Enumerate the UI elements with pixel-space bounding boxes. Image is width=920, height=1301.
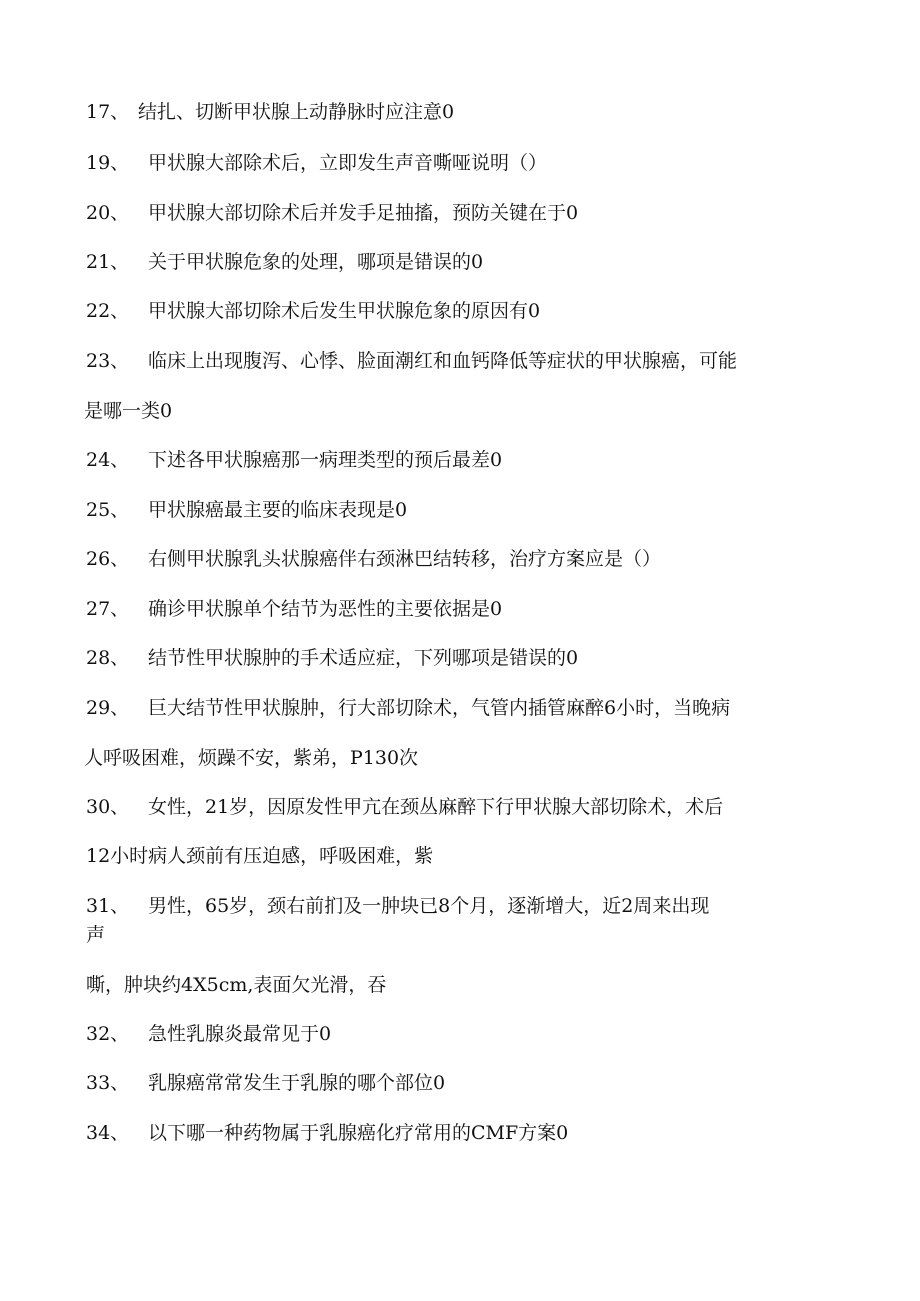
question-number: 26、 [86, 548, 130, 570]
question-text: 下述各甲状腺癌那一病理类型的预后最差0 [148, 449, 503, 471]
question-text: 巨大结节性甲状腺肿，行大部切除术，气管内插管麻醉6小时，当晚病 [148, 697, 731, 719]
question-number: 23、 [86, 350, 130, 372]
question-31-continuation: 声 [86, 924, 106, 946]
question-20 [86, 201, 850, 225]
question-number: 22、 [86, 300, 130, 322]
question-text: 右侧甲状腺乳头状腺癌伴右颈淋巴结转移，治疗方案应是（） [148, 548, 662, 570]
question-30-continuation: 12小时病人颈前有压迫感，呼吸困难，紫 [86, 845, 434, 867]
question-text: 男性，65岁，颈右前扪及一肿块已8个月，逐渐增大，近2周来出现 [148, 895, 710, 917]
question-text: 确诊甲状腺单个结节为恶性的主要依据是0 [148, 598, 503, 620]
question-text: 甲状腺大部切除术后发生甲状腺危象的原因有0 [148, 300, 541, 322]
question-25 [86, 498, 850, 522]
question-31 [86, 894, 850, 918]
question-text: 甲状腺大部切除术后并发手足抽搐，预防关键在于0 [148, 202, 579, 224]
question-21 [86, 250, 850, 274]
question-text: 关于甲状腺危象的处理，哪项是错误的0 [148, 251, 484, 273]
question-28 [86, 646, 850, 670]
question-text: 急性乳腺炎最常见于0 [148, 1023, 332, 1045]
question-text: 乳腺癌常常发生于乳腺的哪个部位0 [148, 1072, 446, 1094]
question-19 [86, 151, 850, 175]
question-22 [86, 299, 850, 323]
question-29 [86, 696, 850, 720]
question-number: 19、 [86, 152, 130, 174]
question-number: 33、 [86, 1072, 130, 1094]
question-23 [86, 349, 850, 373]
question-30 [86, 795, 850, 819]
question-number: 32、 [86, 1023, 130, 1045]
question-number: 24、 [86, 449, 130, 471]
question-number: 27、 [86, 598, 130, 620]
question-text: 结节性甲状腺肿的手术适应症，下列哪项是错误的0 [148, 647, 579, 669]
question-text: 女性，21岁，因原发性甲亢在颈丛麻醉下行甲状腺大部切除术，术后 [148, 796, 724, 818]
question-text: 以下哪一种药物属于乳腺癌化疗常用的CMF方案0 [148, 1122, 569, 1144]
question-26 [86, 547, 850, 571]
question-number: 25、 [86, 499, 130, 521]
question-27 [86, 597, 850, 621]
question-text: 甲状腺癌最主要的临床表现是0 [148, 499, 408, 521]
question-number: 34、 [86, 1122, 130, 1144]
question-32 [86, 1022, 850, 1046]
question-text: 甲状腺大部除术后，立即发生声音嘶哑说明（） [148, 152, 548, 174]
question-number: 21、 [86, 251, 130, 273]
question-17 [86, 100, 850, 124]
question-text: 结扎、切断甲状腺上动静脉时应注意0 [138, 101, 455, 123]
question-29-continuation: 人呼吸困难，烦躁不安，紫弟，P130次 [84, 747, 419, 769]
question-number: 28、 [86, 647, 130, 669]
question-23-continuation: 是哪一类0 [84, 400, 173, 422]
question-33 [86, 1071, 850, 1095]
question-34 [86, 1121, 850, 1145]
question-number: 17、 [86, 101, 130, 123]
question-number: 31、 [86, 895, 130, 917]
question-text: 临床上出现腹泻、心悸、脸面潮红和血钙降低等症状的甲状腺癌，可能 [148, 350, 738, 372]
question-24 [86, 448, 850, 472]
question-number: 30、 [86, 796, 130, 818]
question-number: 29、 [86, 697, 130, 719]
question-31-continuation-2: 嘶，肿块约4X5cm,表面欠光滑，吞 [86, 974, 387, 996]
question-number: 20、 [86, 202, 130, 224]
